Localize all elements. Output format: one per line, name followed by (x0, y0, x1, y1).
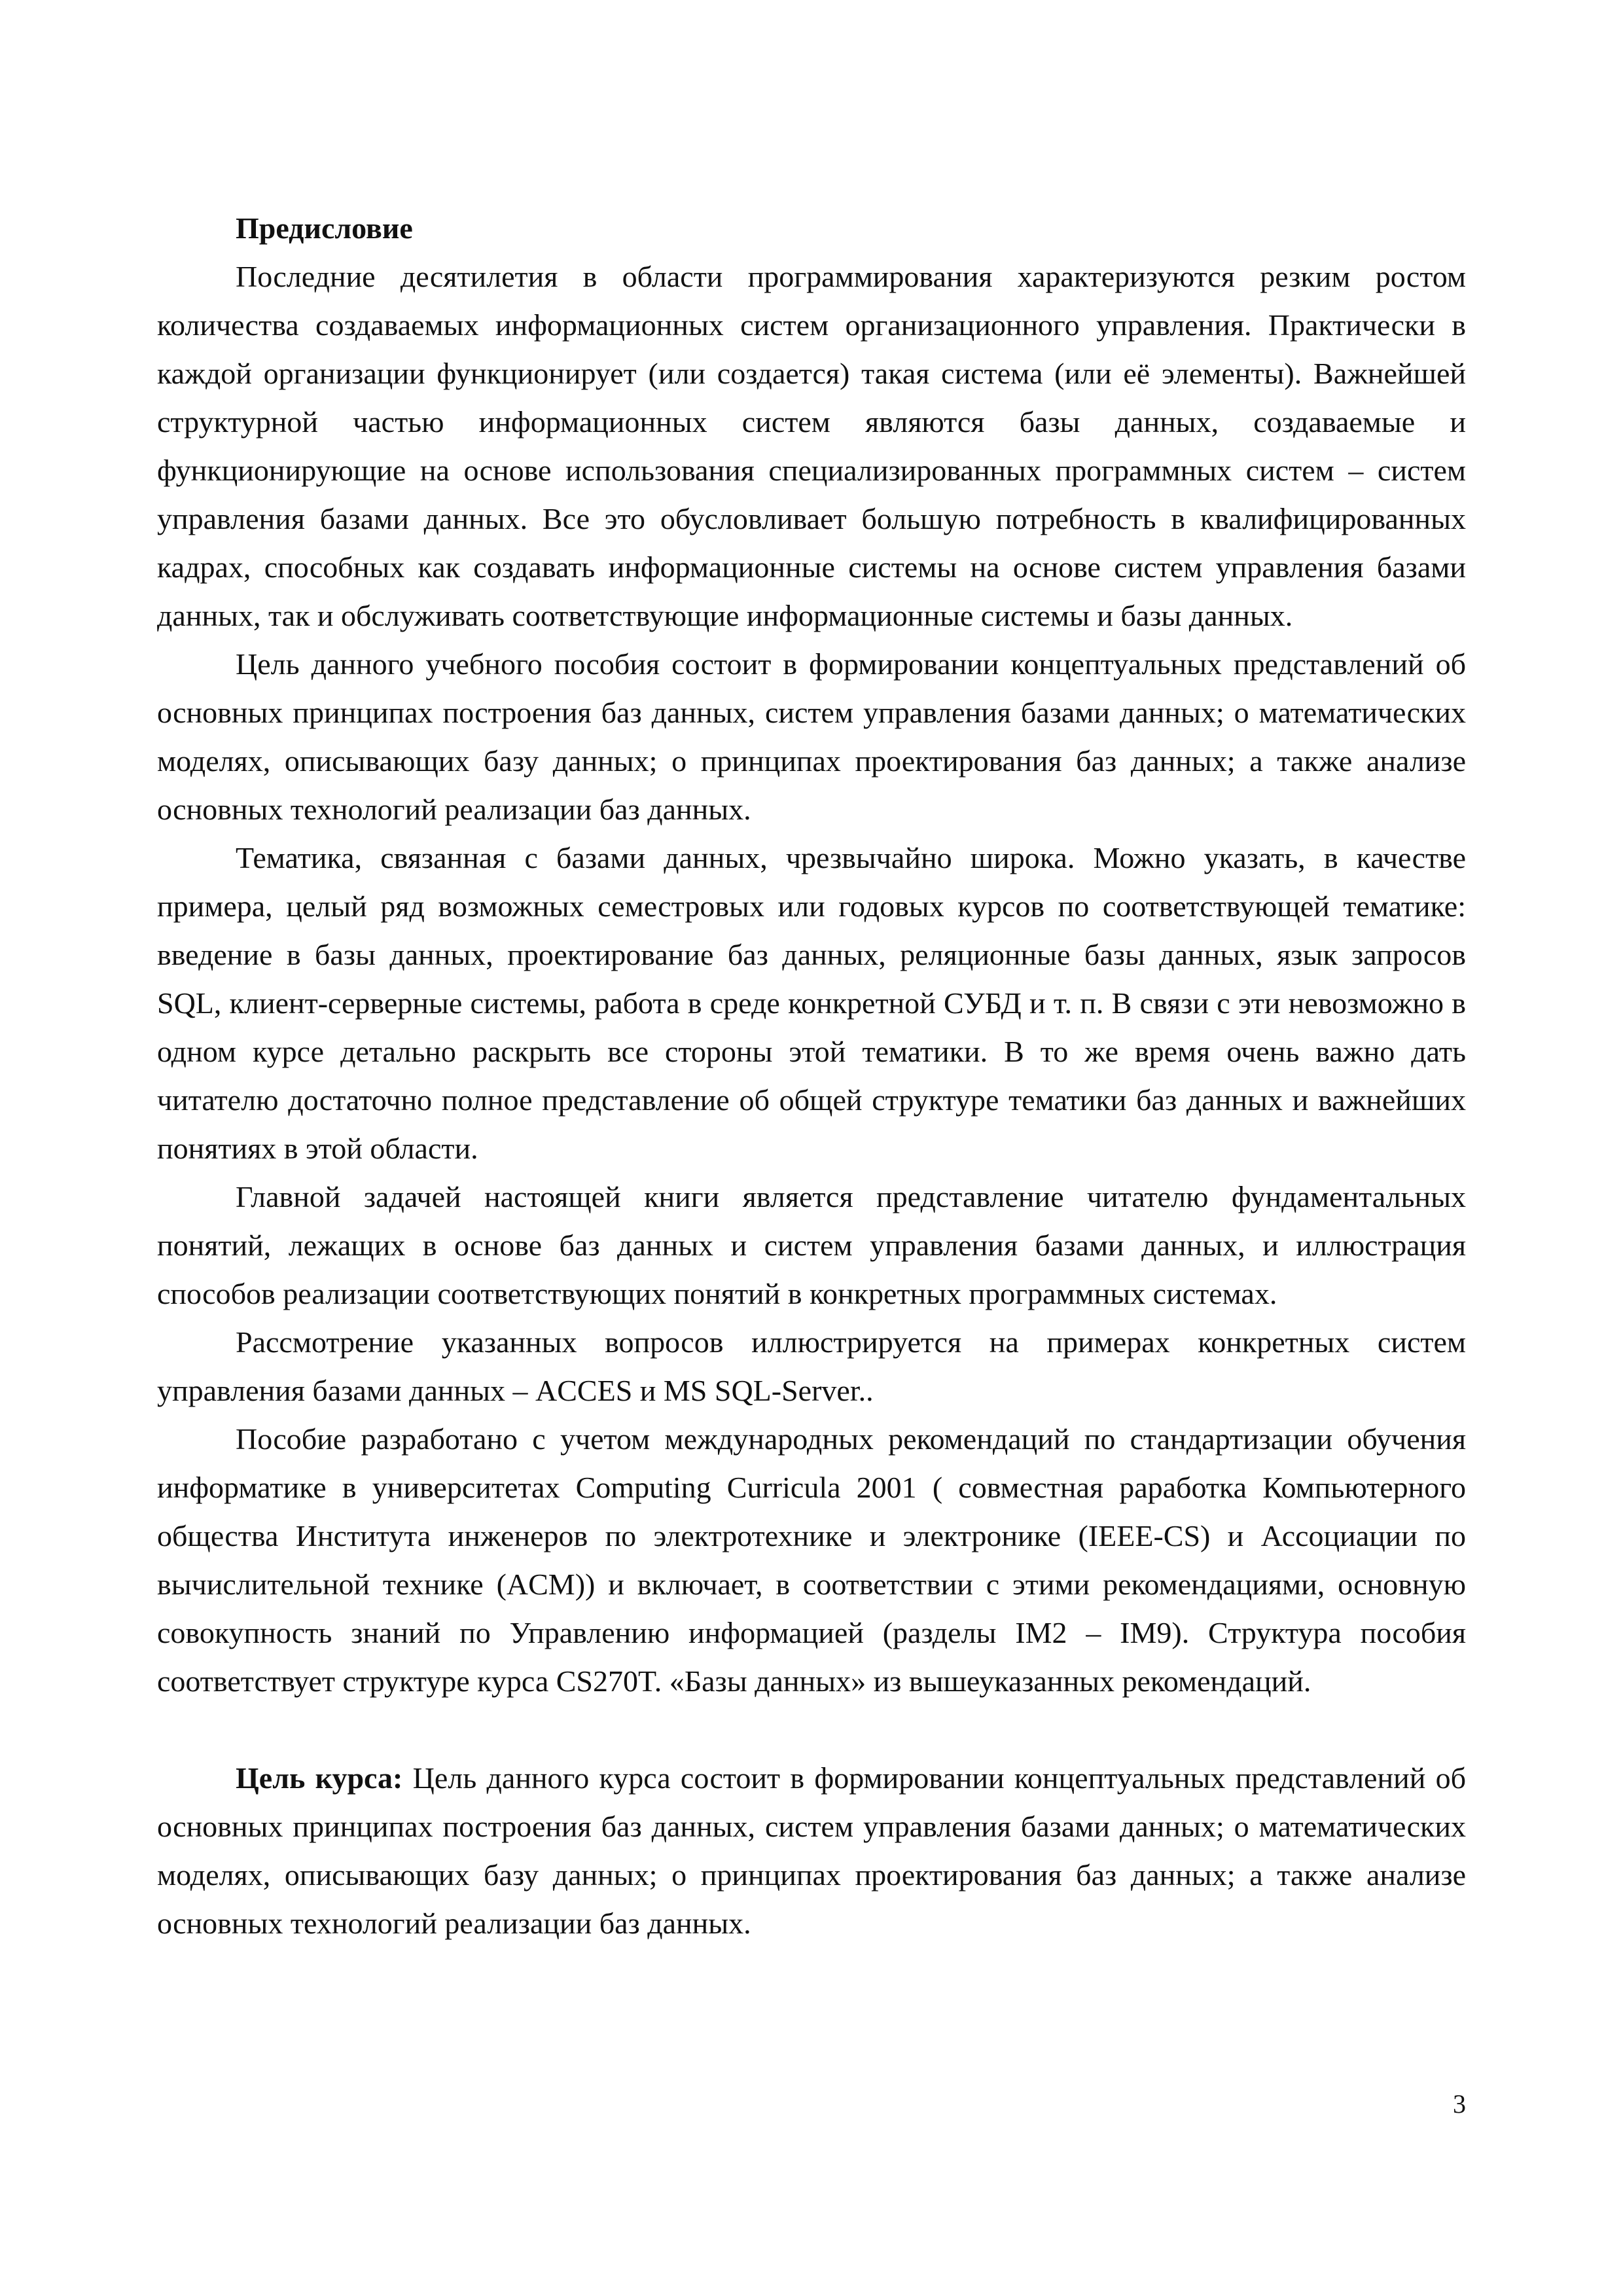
paragraph-3: Тематика, связанная с базами данных, чрезвычайно широка. Можно указать, в качестве примера, целый ряд возможных семестровых или годовых курсов по соответствующей тематике: введение в базы данных, проектирование баз данных, реляционные базы данных, язык запросов SQL, клиент-серверные системы, работа в среде конкретной СУБД и т. п. В связи с эти невозможно в одном курсе детально раскрыть все стороны этой тематики. В то же время очень важно дать читателю достаточно полное представление об общей структуре тематики баз данных и важнейших понятиях в этой области. (157, 841, 1466, 1165)
spacer (157, 1706, 1466, 1754)
section-heading: Предисловие (236, 211, 413, 245)
course-goal-text: Цель данного курса состоит в формировании концептуальных представлений об основных принципах построения баз данных, систем управления базами данных; о математических моделях, описывающих базу данных; о принципах проектирования баз данных; а также анализе основных технологий реализации баз данных. (157, 1761, 1467, 1940)
paragraph-5: Рассмотрение указанных вопросов иллюстрируется на примерах конкретных систем управления базами данных – ACCES и MS SQL-Server.. (157, 1325, 1466, 1407)
paragraph-6: Пособие разработано с учетом международных рекомендаций по стандартизации обучения информатике в университетах Computing Curricula 2001 ( совместная раработка Компьютерного общества Института инженеров по электротехнике и электронике (IEEE-CS) и Ассоциации по вычислительной технике (ACM)) и включает, в соответствии с этими рекомендациями, основную совокупность знаний по Управлению информацией (разделы IM2 – IM9). Структура пособия соответствует структуре курса CS270T. «Базы данных» из вышеуказанных рекомендаций. (157, 1422, 1466, 1698)
page-number: 3 (1453, 2089, 1466, 2119)
course-goal-paragraph (157, 1754, 1466, 1948)
paragraph-1: Последние десятилетия в области программирования характеризуются резким ростом количества создаваемых информационных систем организационного управления. Практически в каждой организации функционирует (или создается) такая система (или её элементы). Важнейшей структурной частью информационных систем являются базы данных, создаваемые и функционирующие на основе использования специализированных программных систем – систем управления базами данных. Все это обусловливает большую потребность в квалифицированных кадрах, способных как создавать информационные системы на основе систем управления базами данных, так и обслуживать соответствующие информационные системы и базы данных. (157, 260, 1466, 632)
paragraph-4: Главной задачей настоящей книги является представление читателю фундаментальных понятий, лежащих в основе баз данных и систем управления базами данных, и иллюстрация способов реализации соответствующих понятий в конкретных программных системах. (157, 1180, 1466, 1310)
course-goal-label: Цель курса: (236, 1761, 403, 1795)
paragraph-2: Цель данного учебного пособия состоит в формировании концептуальных представлений об основных принципах построения баз данных, систем управления базами данных; о математических моделях, описывающих базу данных; о принципах проектирования баз данных; а также анализе основных технологий реализации баз данных. (157, 647, 1466, 826)
text-block (157, 204, 1466, 1948)
